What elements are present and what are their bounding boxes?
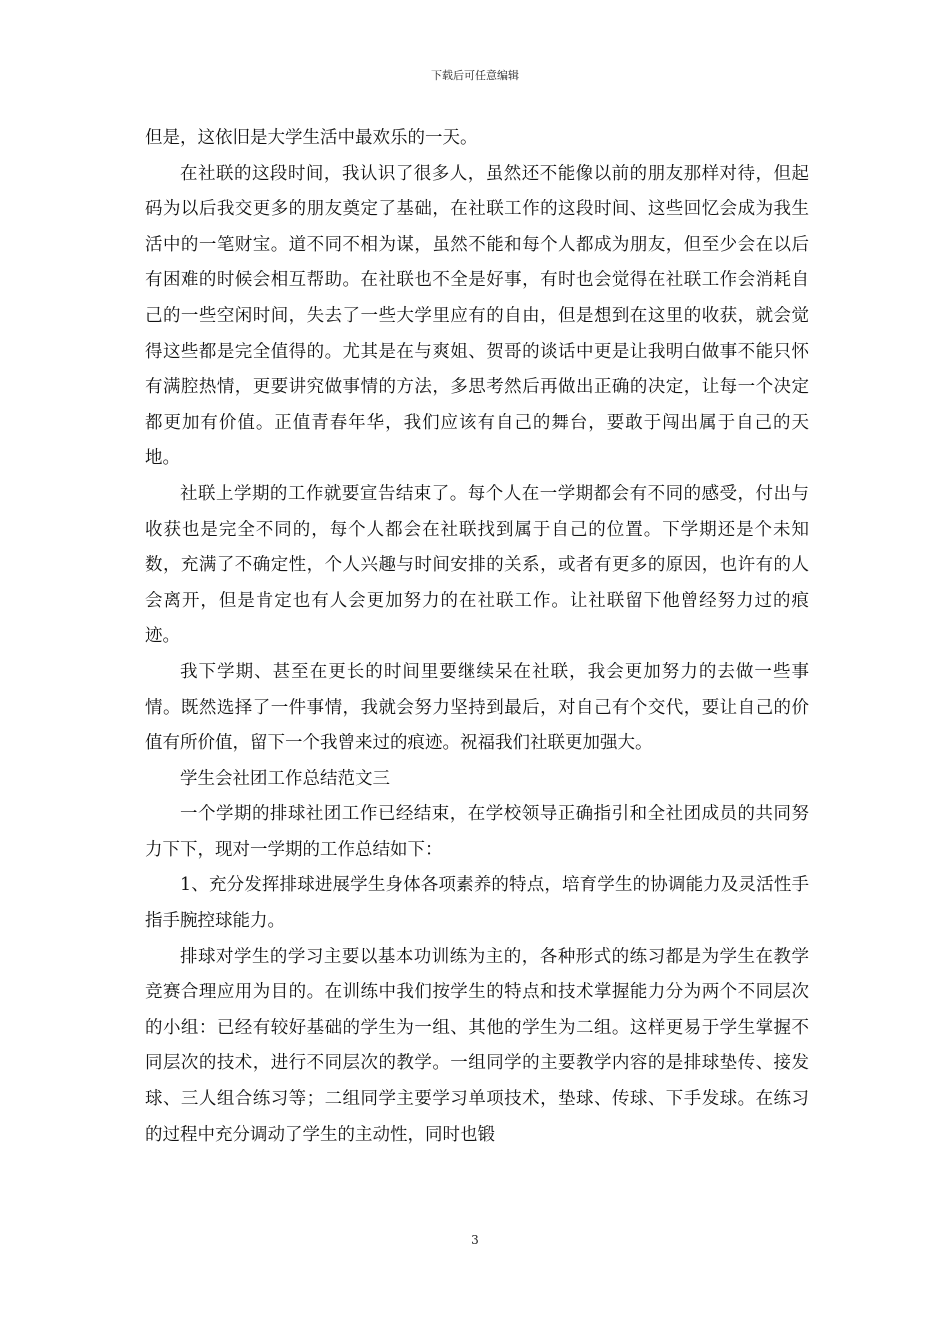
paragraph: 社联上学期的工作就要宣告结束了。每个人在一学期都会有不同的感受，付出与收获也是完全不同的，每个人都会在社联找到属于自己的位置。下学期还是个未知数，充满了不确定性，个人兴趣与时间安排的关系，或者有更多的原因，也许有的人会离开，但是肯定也有人会更加努力的在社联工作。让社联留下他曾经努力过的痕迹。 xyxy=(145,483,809,647)
page-number: 3 xyxy=(471,1233,479,1247)
paragraph: 排球对学生的学习主要以基本功训练为主的，各种形式的练习都是为学生在教学竞赛合理应用为目的。在训练中我们按学生的特点和技术掌握能力分为两个不同层次的小组：已经有较好基础的学生为一组、其他的学生为二组。这样更易于学生掌握不同层次的技术，进行不同层次的教学。一组同学的主要教学内容的是排球垫传、接发球、三人组合练习等；二组同学主要学习单项技术，垫球、传球、下手发球。在练习的过程中充分调动了学生的主动性，同时也锻 xyxy=(145,946,809,1145)
paragraph: 我下学期、甚至在更长的时间里要继续呆在社联，我会更加努力的去做一些事情。既然选择了一件事情，我就会努力坚持到最后，对自己有个交代，要让自己的价值有所价值，留下一个我曾来过的痕迹。祝福我们社联更加强大。 xyxy=(145,661,809,754)
section-heading: 学生会社团工作总结范文三 xyxy=(180,768,390,789)
page-header: 下载后可任意编辑 xyxy=(431,69,519,82)
paragraph: 一个学期的排球社团工作已经结束，在学校领导正确指引和全社团成员的共同努力下下，现对一学期的工作总结如下： xyxy=(145,804,809,860)
list-item: 1、充分发挥排球进展学生身体各项素养的特点，培育学生的协调能力及灵活性手指手腕控球能力。 xyxy=(145,875,809,932)
paragraph-continuation: 但是，这依旧是大学生活中最欢乐的一天。 xyxy=(145,128,478,148)
paragraph: 在社联的这段时间，我认识了很多人，虽然还不能像以前的朋友那样对待，但起码为以后我交更多的朋友奠定了基础，在社联工作的这段时间、这些回忆会成为我生活中的一笔财宝。道不同不相为谋，虽然不能和每个人都成为朋友，但至少会在以后有困难的时候会相互帮助。在社联也不全是好事，有时也会觉得在社联工作会消耗自己的一些空闲时间，失去了一些大学里应有的自由，但是想到在这里的收获，就会觉得这些都是完全值得的。尤其是在与爽姐、贺哥的谈话中更是让我明白做事不能只怀有满腔热情，更要讲究做事情的方法，多思考然后再做出正确的决定，让每一个决定都更加有价值。正值青春年华，我们应该有自己的舞台，要敢于闯出属于自己的天地。 xyxy=(145,163,809,469)
document-body xyxy=(145,121,809,1153)
